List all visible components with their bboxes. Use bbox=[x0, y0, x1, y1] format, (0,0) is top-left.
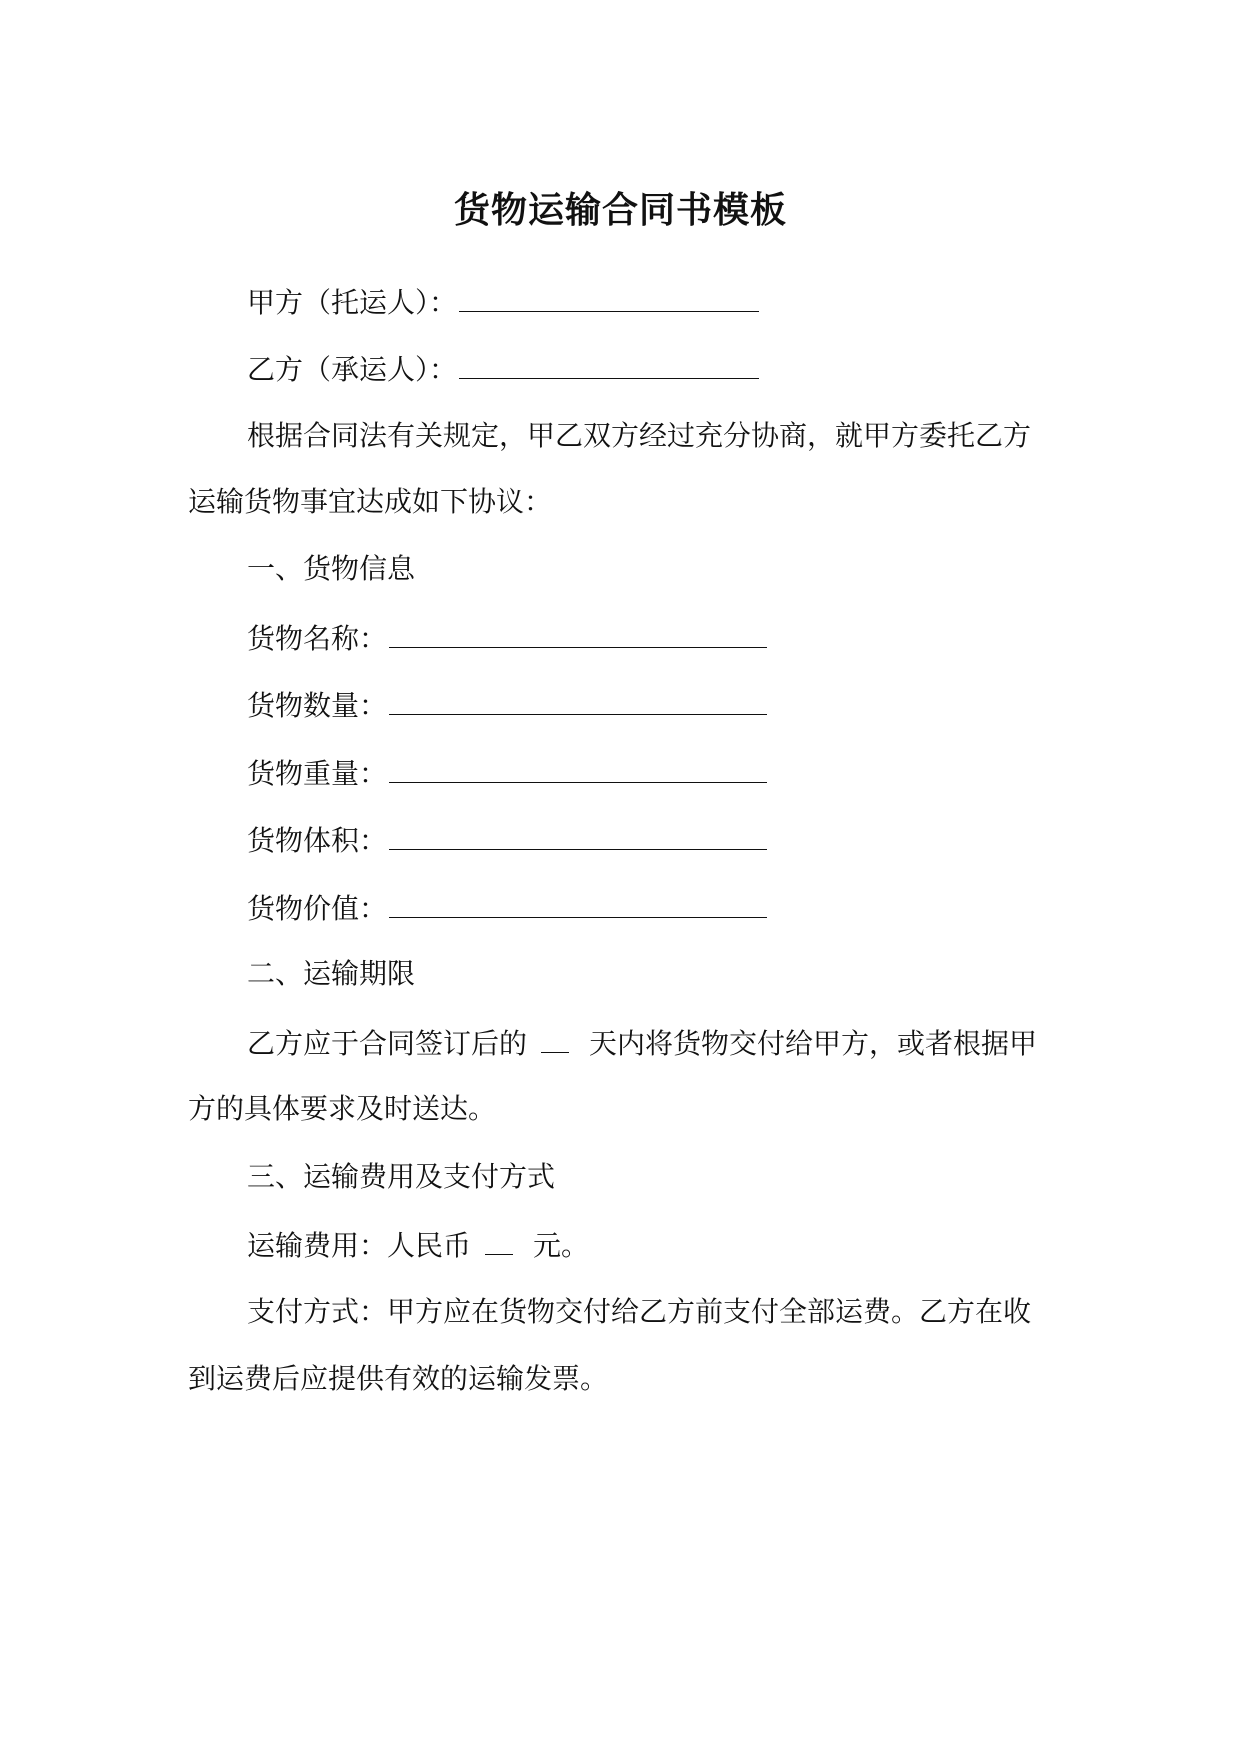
goods-weight-blank[interactable] bbox=[389, 752, 767, 783]
fee-text-after: 元。 bbox=[533, 1229, 590, 1262]
deadline-text-after: 天内将货物交付给甲方，或者根据甲 bbox=[589, 1027, 1038, 1060]
goods-volume-label: 货物体积： bbox=[247, 824, 388, 857]
goods-name-label: 货物名称： bbox=[247, 622, 388, 655]
payment-line-1: 支付方式：甲方应在货物交付给乙方前支付全部运费。乙方在收 bbox=[247, 1295, 1032, 1328]
goods-volume-line bbox=[247, 819, 767, 861]
goods-value-label: 货物价值： bbox=[247, 892, 388, 925]
party-b-blank[interactable] bbox=[459, 348, 759, 379]
goods-weight-label: 货物重量： bbox=[247, 757, 388, 790]
party-a-blank[interactable] bbox=[459, 281, 759, 312]
goods-name-line bbox=[247, 617, 767, 659]
goods-quantity-label: 货物数量： bbox=[247, 689, 388, 722]
goods-volume-blank[interactable] bbox=[389, 819, 767, 850]
goods-name-blank[interactable] bbox=[389, 617, 767, 648]
goods-quantity-blank[interactable] bbox=[389, 684, 767, 715]
document-title: 货物运输合同书模板 bbox=[453, 189, 787, 231]
payment-line-2: 到运费后应提供有效的运输发票。 bbox=[188, 1362, 609, 1395]
goods-weight-line bbox=[247, 752, 767, 794]
section-3-heading: 三、运输费用及支付方式 bbox=[247, 1160, 556, 1193]
party-b-line bbox=[247, 348, 759, 390]
party-b-label: 乙方（承运人）： bbox=[247, 353, 458, 386]
party-a-line bbox=[247, 281, 759, 323]
fee-line bbox=[247, 1224, 589, 1266]
intro-line-2: 运输货物事宜达成如下协议： bbox=[188, 485, 553, 518]
fee-amount-blank[interactable] bbox=[485, 1224, 513, 1255]
fee-text-before: 运输费用：人民币 bbox=[247, 1229, 472, 1262]
deadline-text-before: 乙方应于合同签订后的 bbox=[247, 1027, 528, 1060]
goods-value-line bbox=[247, 887, 767, 929]
section-1-heading: 一、货物信息 bbox=[247, 552, 416, 585]
deadline-days-blank[interactable] bbox=[541, 1022, 569, 1053]
party-a-label: 甲方（托运人）： bbox=[247, 286, 458, 319]
deadline-line-1 bbox=[247, 1022, 1037, 1064]
goods-value-blank[interactable] bbox=[389, 887, 767, 918]
goods-quantity-line bbox=[247, 684, 767, 726]
intro-line-1: 根据合同法有关规定，甲乙双方经过充分协商，就甲方委托乙方 bbox=[247, 419, 1032, 452]
deadline-line-2: 方的具体要求及时送达。 bbox=[188, 1092, 497, 1125]
section-2-heading: 二、运输期限 bbox=[247, 957, 416, 990]
